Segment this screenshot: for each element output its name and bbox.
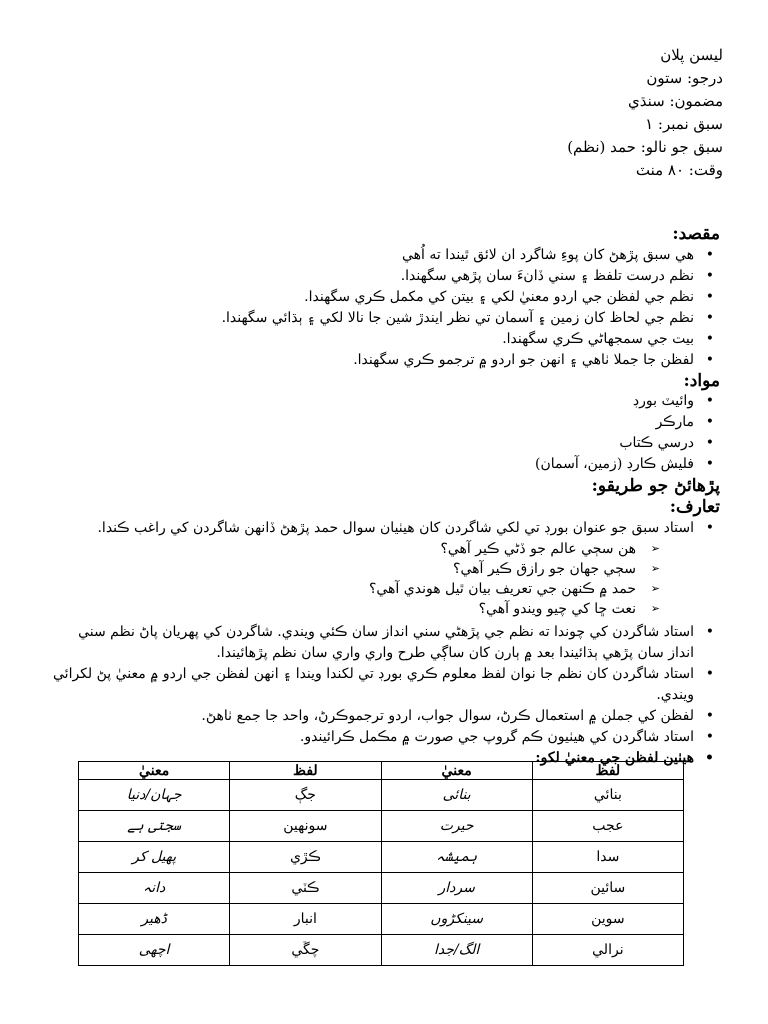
vocabulary-table	[78, 761, 684, 966]
meaning-cell: جہان/دنیا	[79, 780, 230, 811]
material-item: • وائيٽ بورڊ	[535, 391, 720, 412]
subject-line: مضمون: سنڌي	[627, 92, 723, 110]
material-item: • درسي ڪتاب	[535, 433, 720, 454]
intro-questions	[369, 539, 720, 619]
word-cell: ڪڙي	[230, 842, 381, 873]
meaning-cell: پھیل کر	[79, 842, 230, 873]
intro-steps	[48, 622, 720, 769]
col-header-word: لفظ	[532, 762, 683, 780]
word-cell: سونهين	[230, 811, 381, 842]
intro-heading: تعارف:	[669, 497, 720, 517]
material-item: • فليش ڪارڊ (زمين، آسمان)	[535, 454, 720, 475]
objective-item: • بيت جي سمجهاڻي ڪري سگهندا.	[222, 329, 720, 350]
word-cell: نرالي	[532, 935, 683, 966]
table-row	[79, 873, 684, 904]
objective-item: • نظم جي لفظن جي اردو معنيٰ لکي ۽ بيتن کي مکمل ڪري سگهندا.	[222, 287, 720, 308]
word-cell: سوين	[532, 904, 683, 935]
materials-heading: مواد:	[683, 371, 720, 391]
objectives-heading: مقصد:	[672, 224, 720, 244]
col-header-word: لفظ	[230, 762, 381, 780]
meaning-cell: بنائی	[381, 780, 532, 811]
meaning-cell: الگ/جدا	[381, 935, 532, 966]
step-item: • استاد شاگردن کي چوندا ته نظم جي پڙهڻي سني انداز سان ڪئي ويندي. شاگردن کي پهريان پاڻ نظم سني انداز سان پڙهي ٻڌائيندا بعد ۾ ٻارن کان ساڳي طرح واري واري سان نظم پڙهائيندا.	[48, 622, 720, 664]
method-heading: پڙهائڻ جو طريقو:	[591, 476, 720, 496]
time-line: وقت: ٨٠ منٽ	[635, 161, 723, 179]
col-header-meaning: معنيٰ	[79, 762, 230, 780]
lesson-name-line: سبق جو نالو: حمد (نظم)	[567, 138, 723, 156]
question-item: ➢ سڄي جهان جو رازق ڪير آهي؟	[369, 559, 720, 579]
meaning-cell: سینکڑوں	[381, 904, 532, 935]
lesson-title: ليسن پلان	[660, 46, 723, 64]
material-item: • مارڪر	[535, 412, 720, 433]
word-cell: چڱي	[230, 935, 381, 966]
step-item: • هيٺين لفظن جي معنيٰ لکو:	[48, 748, 720, 769]
meaning-cell: سردار	[381, 873, 532, 904]
step-item: • استاد شاگردن کي هيٺيون ڪم گروپ جي صورت ۾ مڪمل ڪرائيندو.	[48, 727, 720, 748]
materials-list	[535, 391, 720, 475]
grade-line: درجو: ستون	[646, 69, 723, 87]
table-row	[79, 904, 684, 935]
table-row	[79, 780, 684, 811]
meaning-cell: ڈھیر	[79, 904, 230, 935]
step-item: • استاد شاگردن کان نظم جا نوان لفظ معلوم ڪري بورڊ تي لکندا ويندا ۽ انهن لفظن جي اردو ۾ معنيٰ پڻ لکرائي ويندي.	[48, 664, 720, 706]
meaning-cell: حیرت	[381, 811, 532, 842]
word-cell: سائين	[532, 873, 683, 904]
intro-first-list	[48, 518, 720, 539]
table-row	[79, 935, 684, 966]
objective-item: • لفظن جا جملا ٺاهي ۽ انهن جو اردو ۾ ترجمو ڪري سگهندا.	[222, 350, 720, 371]
step-item: • لفظن کي جملن ۾ استعمال ڪرڻ، سوال جواب، اردو ترجموڪرڻ، واحد جا جمع ٺاهڻ.	[48, 706, 720, 727]
table-row	[79, 842, 684, 873]
objectives-list	[222, 245, 720, 371]
objective-item: • نظم درست تلفظ ۽ سني ڏانءَ سان پڙهي سگهندا.	[222, 266, 720, 287]
word-cell: سدا	[532, 842, 683, 873]
table-row	[79, 811, 684, 842]
word-cell: ڪٽي	[230, 873, 381, 904]
word-cell: انبار	[230, 904, 381, 935]
question-item: ➢ نعت ڇا کي چيو ويندو آهي؟	[369, 599, 720, 619]
meaning-cell: اچھی	[79, 935, 230, 966]
lesson-header	[303, 44, 723, 182]
word-cell: عجب	[532, 811, 683, 842]
word-cell: جڳ	[230, 780, 381, 811]
meaning-cell: سجتی ہے	[79, 811, 230, 842]
col-header-meaning: معنيٰ	[381, 762, 532, 780]
objective-item: • نظم جي لحاظ کان زمين ۽ آسمان تي نظر ايندڙ شين جا نالا لکي ۽ ٻڌائي سگهندا.	[222, 308, 720, 329]
intro-first-item: • استاد سبق جو عنوان بورڊ تي لکي شاگردن کان هيٺيان سوال حمد پڙهڻ ڏانهن شاگردن کي راغب ڪندا.	[48, 518, 720, 539]
question-item: ➢ حمد ۾ ڪنهن جي تعريف بيان ٿيل هوندي آهي؟	[369, 579, 720, 599]
word-cell: بنائي	[532, 780, 683, 811]
objective-item: • هي سبق پڙهڻ کان پوءِ شاگرد ان لائق ٿيندا ته اُهي	[222, 245, 720, 266]
lesson-number-line: سبق نمبر: ١	[645, 115, 723, 133]
question-item: ➢ هن سڄي عالم جو ڏڻي ڪير آهي؟	[369, 539, 720, 559]
meaning-cell: ہمیشہ	[381, 842, 532, 873]
meaning-cell: دانہ	[79, 873, 230, 904]
